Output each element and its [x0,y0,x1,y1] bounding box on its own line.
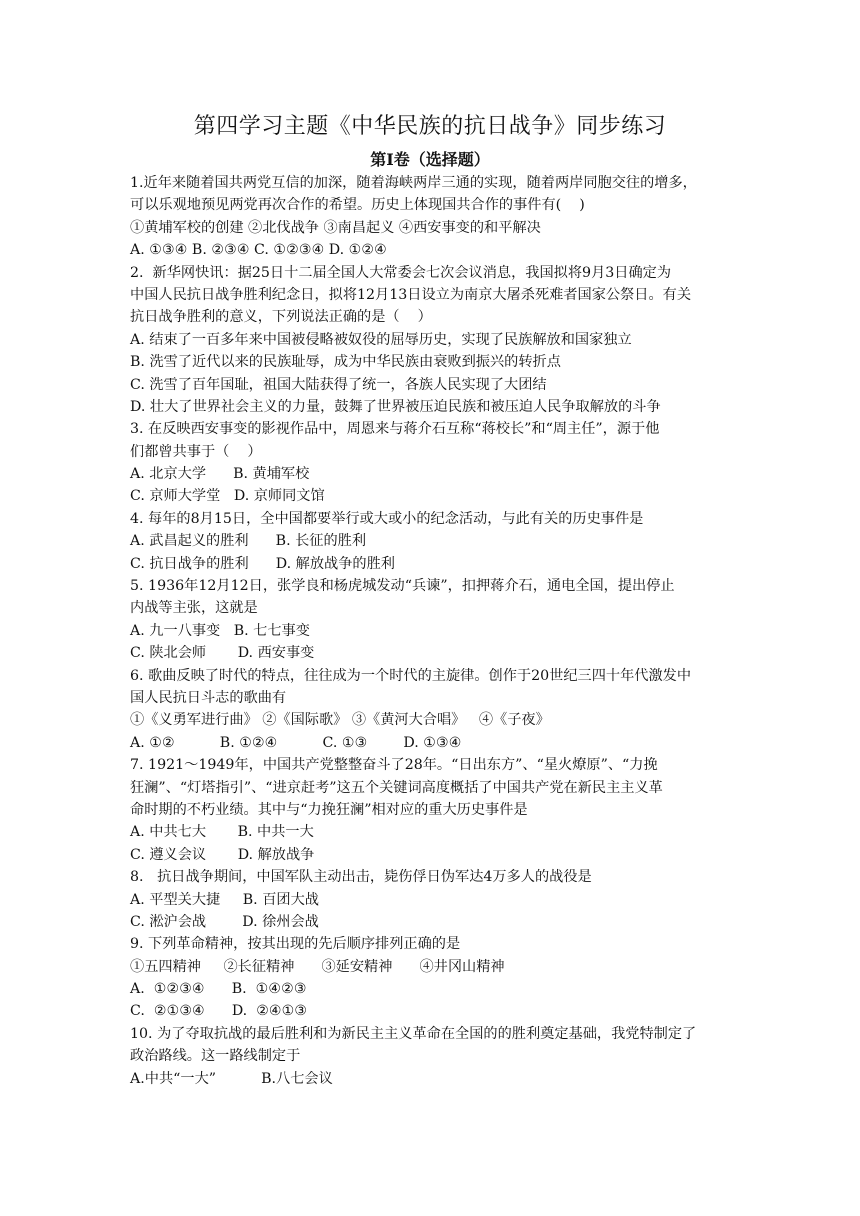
text-line: A. 北京大学 B. 黄埔军校 [130,466,310,483]
text-line: ①《义勇军进行曲》 ②《国际歌》 ③《黄河大合唱》 ④《子夜》 [130,712,550,729]
text-line: 7. 1921～1949年，中国共产党整整奋斗了28年。“日出东方”、“星火燎原”、“力挽 [130,757,658,774]
text-line: B. 洗雪了近代以来的民族耻辱，成为中华民族由衰败到振兴的转折点 [130,354,561,371]
text-line: A. 九一八事变 B. 七七事变 [130,622,310,639]
text-line: C. ②①③④ D. ②④①③ [130,1003,308,1020]
text-line: 们都曾共事于（ ） [130,443,262,460]
question-list [130,172,742,1090]
text-line: C. 遵义会议 D. 解放战争 [130,846,315,863]
text-line: A. 中共七大 B. 中共一大 [130,824,314,841]
text-line: 10. 为了夺取抗战的最后胜利和为新民主主义革命在全国的的胜利奠定基础，我党特制定了 [130,1025,697,1042]
text-line: A. 武昌起义的胜利 B. 长征的胜利 [130,533,367,550]
text-line: A. ①② B. ①②④ C. ①③ D. ①③④ [130,734,462,751]
text-line: 1.近年来随着国共两党互信的加深，随着海峡两岸三通的实现，随着两岸同胞交往的增多， [130,175,697,191]
text-line: A.中共“一大” B.八七会议 [130,1070,333,1087]
text-line: A. ①②③④ B. ①④②③ [130,981,307,998]
section-heading: 第Ⅰ卷（选择题） [370,150,490,169]
text-line: 可以乐观地预见两党再次合作的希望。历史上体现国共合作的事件有( ) [130,197,585,214]
text-line: 6. 歌曲反映了时代的特点，往往成为一个时代的主旋律。创作于20世纪三四十年代激发中 [130,667,692,684]
text-line: 4. 每年的8月15日，全中国都要举行或大或小的纪念活动，与此有关的历史事件是 [130,510,644,527]
text-line: 狂澜”、“灯塔指引”、“进京赶考”这五个关键词高度概括了中国共产党在新民主主义革 [130,779,663,796]
text-line: 政治路线。这一路线制定于 [130,1048,301,1065]
text-line: C. 抗日战争的胜利 D. 解放战争的胜利 [130,555,395,572]
text-line: C. 淞沪会战 D. 徐州会战 [130,913,319,930]
text-line: A. 结束了一百多年来中国被侵略被奴役的屈辱历史，实现了民族解放和国家独立 [130,331,632,348]
text-line: D. 壮大了世界社会主义的力量，鼓舞了世界被压迫民族和被压迫人民争取解放的斗争 [130,398,661,415]
text-line: 中国人民抗日战争胜利纪念日，拟将12月13日设立为南京大屠杀死难者国家公祭日。有关 [130,286,692,303]
text-line: 2. 新华网快讯：据25日十二届全国人大常委会七次会议消息，我国拟将9月3日确定为 [130,264,672,281]
text-line: 内战等主张，这就是 [130,600,258,617]
text-line: C. 洗雪了百年国耻，祖国大陆获得了统一，各族人民实现了大团结 [130,376,547,393]
text-line: 抗日战争胜利的意义，下列说法正确的是（ ） [130,309,432,326]
text-line: C. 京师大学堂 D. 京师同文馆 [130,488,325,505]
text-line: 9. 下列革命精神，按其出现的先后顺序排列正确的是 [130,936,461,953]
text-line: 3. 在反映西安事变的影视作品中，周恩来与蒋介石互称“蒋校长”和“周主任”，源于他 [130,421,660,438]
text-line: 命时期的不朽业绩。其中与“力挽狂澜”相对应的重大历史事件是 [130,801,528,818]
text-line: 国人民抗日斗志的歌曲有 [130,689,287,706]
text-line: A. ①③④ B. ②③④ C. ①②③④ D. ①②④ [130,242,387,259]
text-line: C. 陕北会师 D. 西安事变 [130,645,315,662]
text-line: 5. 1936年12月12日，张学良和杨虎城发动“兵谏”，扣押蒋介石，通电全国，提出停止 [130,578,675,595]
text-line: 8. 抗日战争期间，中国军队主动出击，毙伤俘日伪军达4万多人的战役是 [130,869,592,886]
page-title: 第四学习主题《中华民族的抗日战争》同步练习 [193,114,667,139]
text-line: ①黄埔军校的创建 ②北伐战争 ③南昌起义 ④西安事变的和平解决 [130,219,541,236]
text-line: ①五四精神 ②长征精神 ③延安精神 ④井冈山精神 [130,958,505,975]
text-line: A. 平型关大捷 B. 百团大战 [130,891,319,908]
